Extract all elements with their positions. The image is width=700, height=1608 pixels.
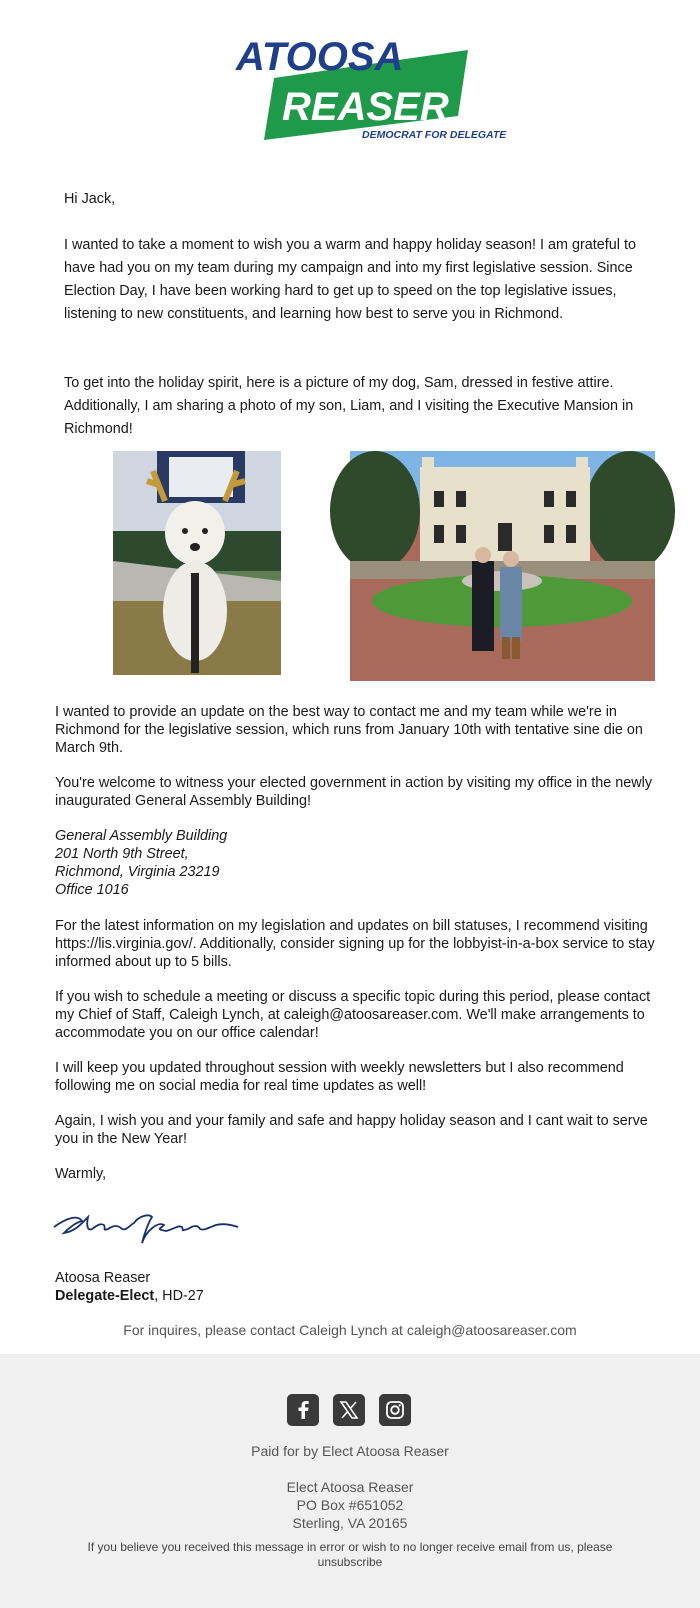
address-line: 201 North 9th Street, (55, 846, 189, 862)
address-line: Office 1016 (55, 882, 129, 898)
facebook-icon[interactable] (287, 1394, 319, 1426)
paid-for-disclaimer: Paid for by Elect Atoosa Reaser (251, 1443, 449, 1459)
signer-name: Atoosa Reaser (55, 1270, 151, 1286)
closing: Warmly, (55, 1166, 107, 1182)
holiday-wish-paragraph: Again, I wish you and your family and safe and happy holiday season and I cant wait to serve you in the New Year! (55, 1113, 648, 1147)
campaign-logo (236, 24, 507, 144)
newsletter-paragraph: I will keep you updated throughout session with weekly newsletters but I also recommend following me on social media for real time updates as well! (55, 1060, 624, 1094)
logo-line1: ATOOSA (236, 35, 404, 79)
unsubscribe-notice[interactable]: If you believe you received this message in error or wish to no longer receive email from us, please unsubscribe (87, 1540, 613, 1569)
mansion-photo (350, 451, 655, 681)
title-bold: Delegate-Elect (55, 1288, 155, 1304)
contact-update-paragraph: I wanted to provide an update on the best way to contact me and my team while we're in Richmond for the legislative session, which runs from January 10th with tentative sine die on March 9th. (55, 704, 643, 756)
office-address (55, 827, 655, 899)
signature-image (48, 1195, 248, 1255)
contact-line: For inquires, please contact Caleigh Lynch at caleigh@atoosareaser.com (123, 1322, 577, 1338)
intro-paragraph: I wanted to take a moment to wish you a warm and happy holiday season! I am grateful to have had you on my team during my campaign and into my first legislative session. Since Election Day, I have been working hard to get up to speed on the top legislative issues, listening to new constituents, and learning how best to serve you in Richmond. (64, 237, 636, 322)
legislation-paragraph: For the latest information on my legislation and updates on bill statuses, I recommend visiting https://lis.virginia.gov/. Additionally, consider signing up for the lobbyist-in-a-box service to stay informed about up to 5 bills. (55, 918, 655, 970)
social-links (287, 1394, 411, 1426)
instagram-icon[interactable] (379, 1394, 411, 1426)
meeting-paragraph: If you wish to schedule a meeting or discuss a specific topic during this period, please contact my Chief of Staff, Caleigh Lynch, at caleigh@atoosareaser.com. We'll make arrangements to accommodate you on our office calendar! (55, 989, 651, 1041)
org-address-line: Elect Atoosa Reaser (286, 1479, 414, 1495)
logo-tagline: DEMOCRAT FOR DELEGATE (362, 129, 507, 141)
visit-office-paragraph: You're welcome to witness your elected government in action by visiting my office in the newly inaugurated General Assembly Building! (55, 775, 653, 809)
org-address (0, 1478, 700, 1532)
x-icon[interactable] (333, 1394, 365, 1426)
org-address-line: PO Box #651052 (296, 1497, 404, 1513)
holiday-paragraph: To get into the holiday spirit, here is a picture of my dog, Sam, dressed in festive attire. Additionally, I am sharing a photo of my son, Liam, and I visiting the Executive Mansion in Richmond! (64, 375, 634, 437)
signer-title (55, 1287, 204, 1305)
org-address-line: Sterling, VA 20165 (292, 1515, 408, 1531)
title-rest: , HD-27 (154, 1288, 204, 1304)
address-line: Richmond, Virginia 23219 (55, 864, 220, 880)
logo-line2: REASER (282, 85, 449, 129)
footer (0, 1354, 700, 1608)
dog-photo (113, 451, 281, 675)
greeting: Hi Jack, (64, 191, 116, 207)
address-line: General Assembly Building (55, 828, 228, 844)
